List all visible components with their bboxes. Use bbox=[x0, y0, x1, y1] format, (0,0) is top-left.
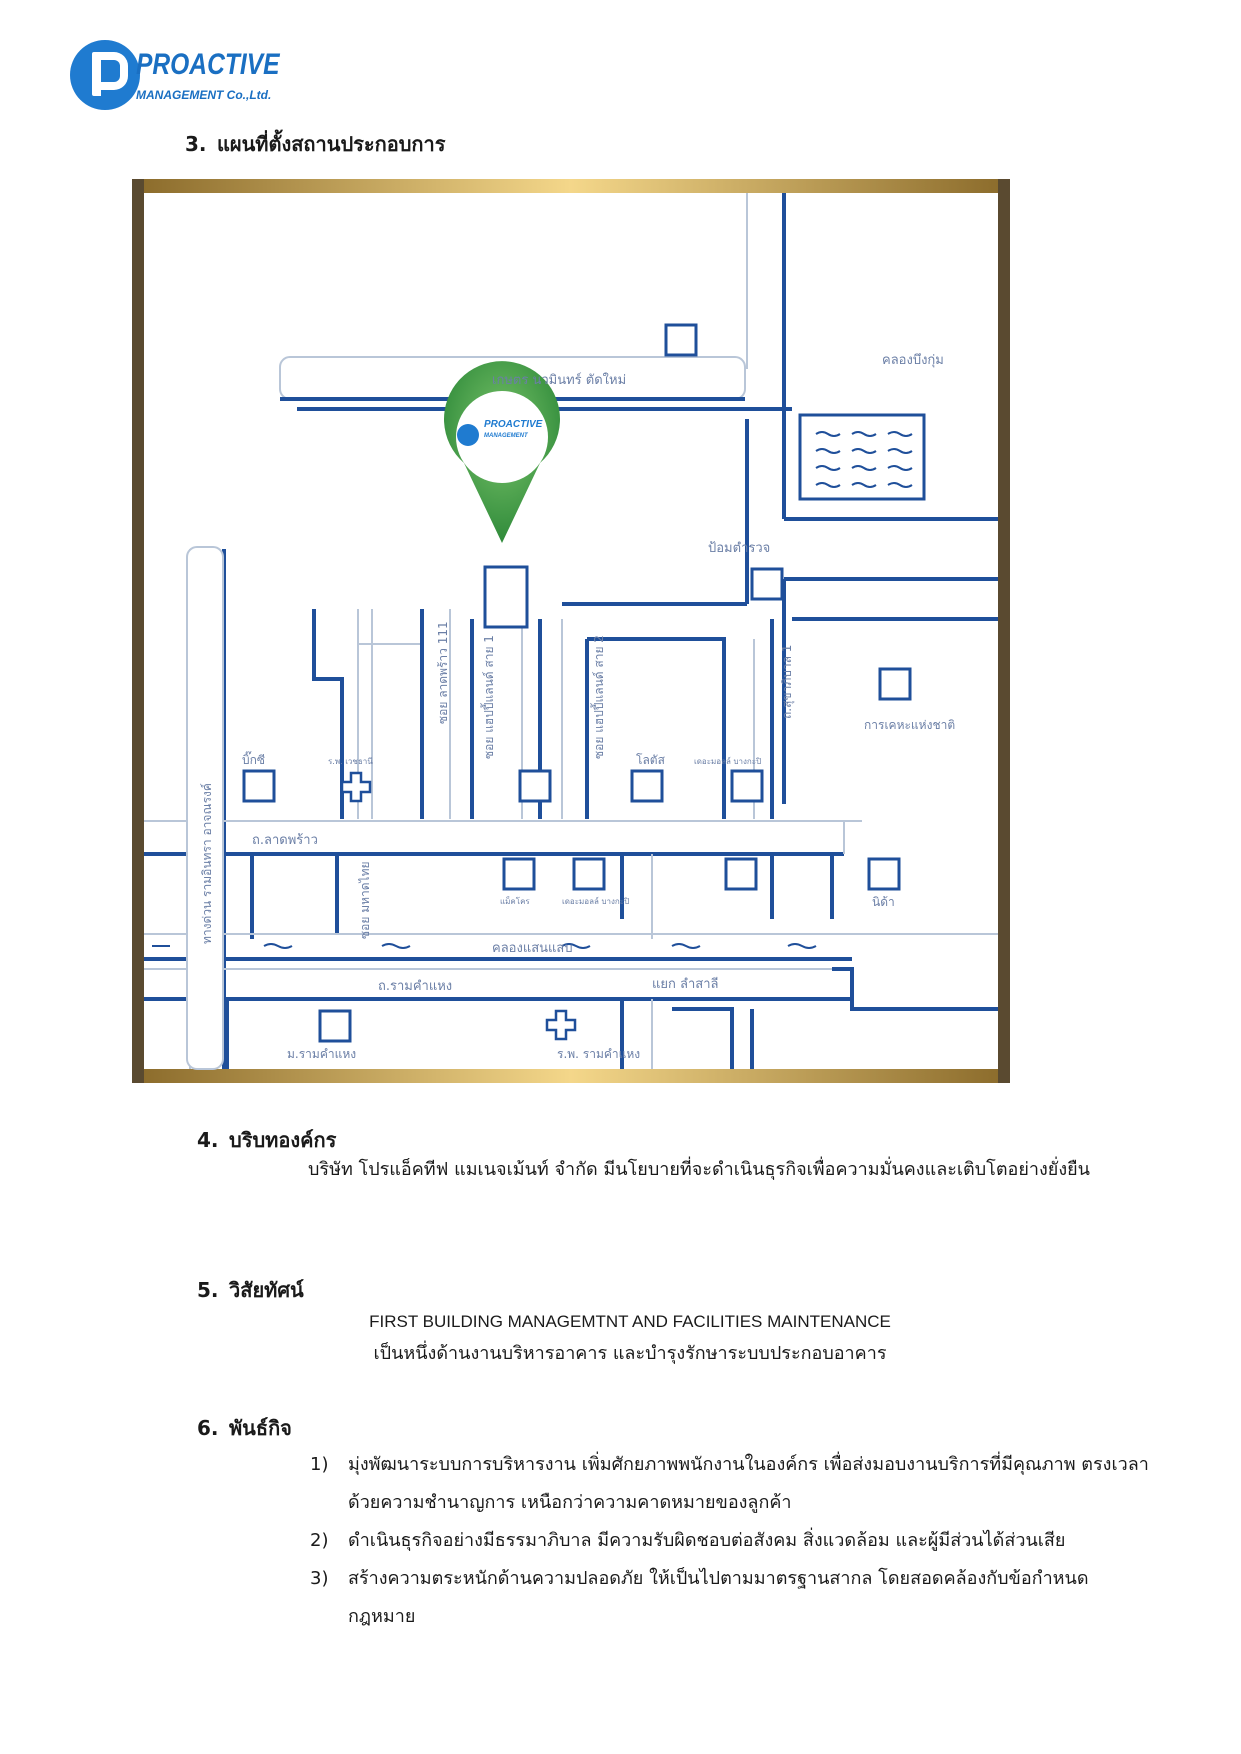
label-lam-sali: แยก ลำสาลี bbox=[652, 977, 719, 992]
section-map-heading bbox=[185, 128, 446, 160]
section-number: 4. bbox=[197, 1128, 219, 1152]
label-expressway: ทางด่วน รามอินทรา อาจณรงค์ bbox=[200, 783, 214, 944]
item-line: ด้วยความชำนาญการ เหนือกว่าความคาดหมายของลูกค้า bbox=[348, 1492, 792, 1513]
item-number: 1) bbox=[310, 1454, 329, 1475]
housing-building-icon bbox=[880, 669, 910, 699]
label-nida: นิด้า bbox=[872, 895, 895, 909]
pin-subtitle: MANAGEMENT bbox=[484, 433, 528, 439]
police-building-icon bbox=[752, 569, 782, 599]
label-mall2: เดอะมอลล์ บางกะปิ bbox=[562, 897, 630, 906]
label-soi-mahatthai: ซอย มหาดไทย bbox=[358, 861, 372, 939]
list-item bbox=[310, 1522, 1150, 1560]
pin-title: PROACTIVE bbox=[484, 419, 543, 430]
list-item bbox=[310, 1446, 1150, 1522]
company-logo bbox=[70, 40, 280, 112]
building-icon bbox=[666, 325, 696, 355]
label-lotus: โลตัส bbox=[636, 753, 665, 767]
section-vision-heading bbox=[197, 1274, 304, 1306]
list-item bbox=[310, 1560, 1150, 1636]
label-police: ป้อมตำรวจ bbox=[708, 541, 771, 556]
building-icon bbox=[520, 771, 550, 801]
label-mall1: แม็คโคร bbox=[500, 897, 530, 906]
label-kaset-road: เกษตร นวมินทร์ ตัดใหม่ bbox=[492, 373, 627, 388]
logo-subtitle: MANAGEMENT Co.,Ltd. bbox=[136, 88, 272, 102]
mall1-building-icon bbox=[504, 859, 534, 889]
label-soi-ladprao111: ซอย ลาดพร้าว 111 bbox=[436, 621, 450, 724]
building-icon bbox=[726, 859, 756, 889]
label-canal-saensaep: คลองแสนแสบ bbox=[492, 941, 573, 956]
section-number: 5. bbox=[197, 1278, 219, 1302]
label-ramkhamhaeng-road: ถ.รามคำแหง bbox=[378, 979, 453, 994]
label-ramkhamhaeng-hosp: ร.พ. รามคำแหง bbox=[557, 1047, 641, 1061]
vision-thai: เป็นหนึ่งด้านงานบริหารอาคาร และบำรุงรักษาระบบประกอบอาคาร bbox=[373, 1343, 887, 1364]
label-hospital-small: ร.พ. เวชธานี bbox=[328, 757, 373, 766]
culture-text: บริษัท โปรแอ็คทีฟ แมเนจเม้นท์ จำกัด มีนโยบายที่จะดำเนินธุรกิจเพื่อความมั่นคงและเติบโตอย่างยั่งยืน bbox=[308, 1159, 1090, 1180]
label-lotus-sub: เดอะมอลล์ บางกะปิ bbox=[694, 757, 762, 766]
vision-english: FIRST BUILDING MANAGEMTNT AND FACILITIES MAINTENANCE bbox=[369, 1312, 891, 1331]
label-housing: การเคหะแห่งชาติ bbox=[864, 718, 956, 732]
nida-building-icon bbox=[869, 859, 899, 889]
label-soi-happyland1: ซอย แฮปปี้แลนด์ สาย 1 bbox=[482, 635, 496, 759]
section-mission-heading bbox=[197, 1412, 292, 1444]
label-ladprao-road: ถ.ลาดพร้าว bbox=[252, 833, 318, 848]
section-title: บริบทองค์กร bbox=[229, 1128, 337, 1152]
location-map bbox=[132, 179, 1010, 1083]
section-culture-heading bbox=[197, 1124, 336, 1156]
section-title: พันธ์กิจ bbox=[229, 1416, 292, 1440]
item-line: มุ่งพัฒนาระบบการบริหารงาน เพิ่มศักยภาพพนักงานในองค์กร เพื่อส่งมอบงานบริการที่มีคุณภาพ ตรงเวลา bbox=[348, 1454, 1149, 1475]
lotus-building-icon bbox=[632, 771, 662, 801]
item-number: 3) bbox=[310, 1568, 329, 1589]
section-title: แผนที่ตั้งสถานประกอบการ bbox=[217, 132, 446, 156]
label-ramkhamhaeng-univ: ม.รามคำแหง bbox=[287, 1047, 357, 1061]
section-number: 6. bbox=[197, 1416, 219, 1440]
proactive-office-icon bbox=[485, 567, 527, 627]
label-canal-bangkum: คลองบึงกุ่ม bbox=[882, 353, 944, 368]
university-building-icon bbox=[320, 1011, 350, 1041]
label-sukhaphiban1: ถ.สุขาภิบาล 1 bbox=[780, 644, 794, 719]
section-title: วิสัยทัศน์ bbox=[229, 1278, 304, 1302]
item-number: 2) bbox=[310, 1530, 329, 1551]
logo-title: PROACTIVE bbox=[136, 48, 280, 81]
section-number: 3. bbox=[185, 132, 207, 156]
label-bigc: บิ๊กซี bbox=[242, 753, 266, 767]
item-line: ดำเนินธุรกิจอย่างมีธรรมาภิบาล มีความรับผิดชอบต่อสังคม สิ่งแวดล้อม และผู้มีส่วนได้ส่วนเสีย bbox=[348, 1530, 1066, 1551]
bigc-building-icon bbox=[244, 771, 274, 801]
item-line: สร้างความตระหนักด้านความปลอดภัย ให้เป็นไปตามมาตรฐานสากล โดยสอดคล้องกับข้อกำหนดกฎหมาย bbox=[348, 1568, 1089, 1627]
building-icon bbox=[732, 771, 762, 801]
mall2-building-icon bbox=[574, 859, 604, 889]
label-soi-happyland2: ซอย แฮปปี้แลนด์ สาย 2 bbox=[592, 635, 606, 759]
mission-list bbox=[310, 1446, 1150, 1636]
logo-mark-icon bbox=[70, 40, 140, 110]
